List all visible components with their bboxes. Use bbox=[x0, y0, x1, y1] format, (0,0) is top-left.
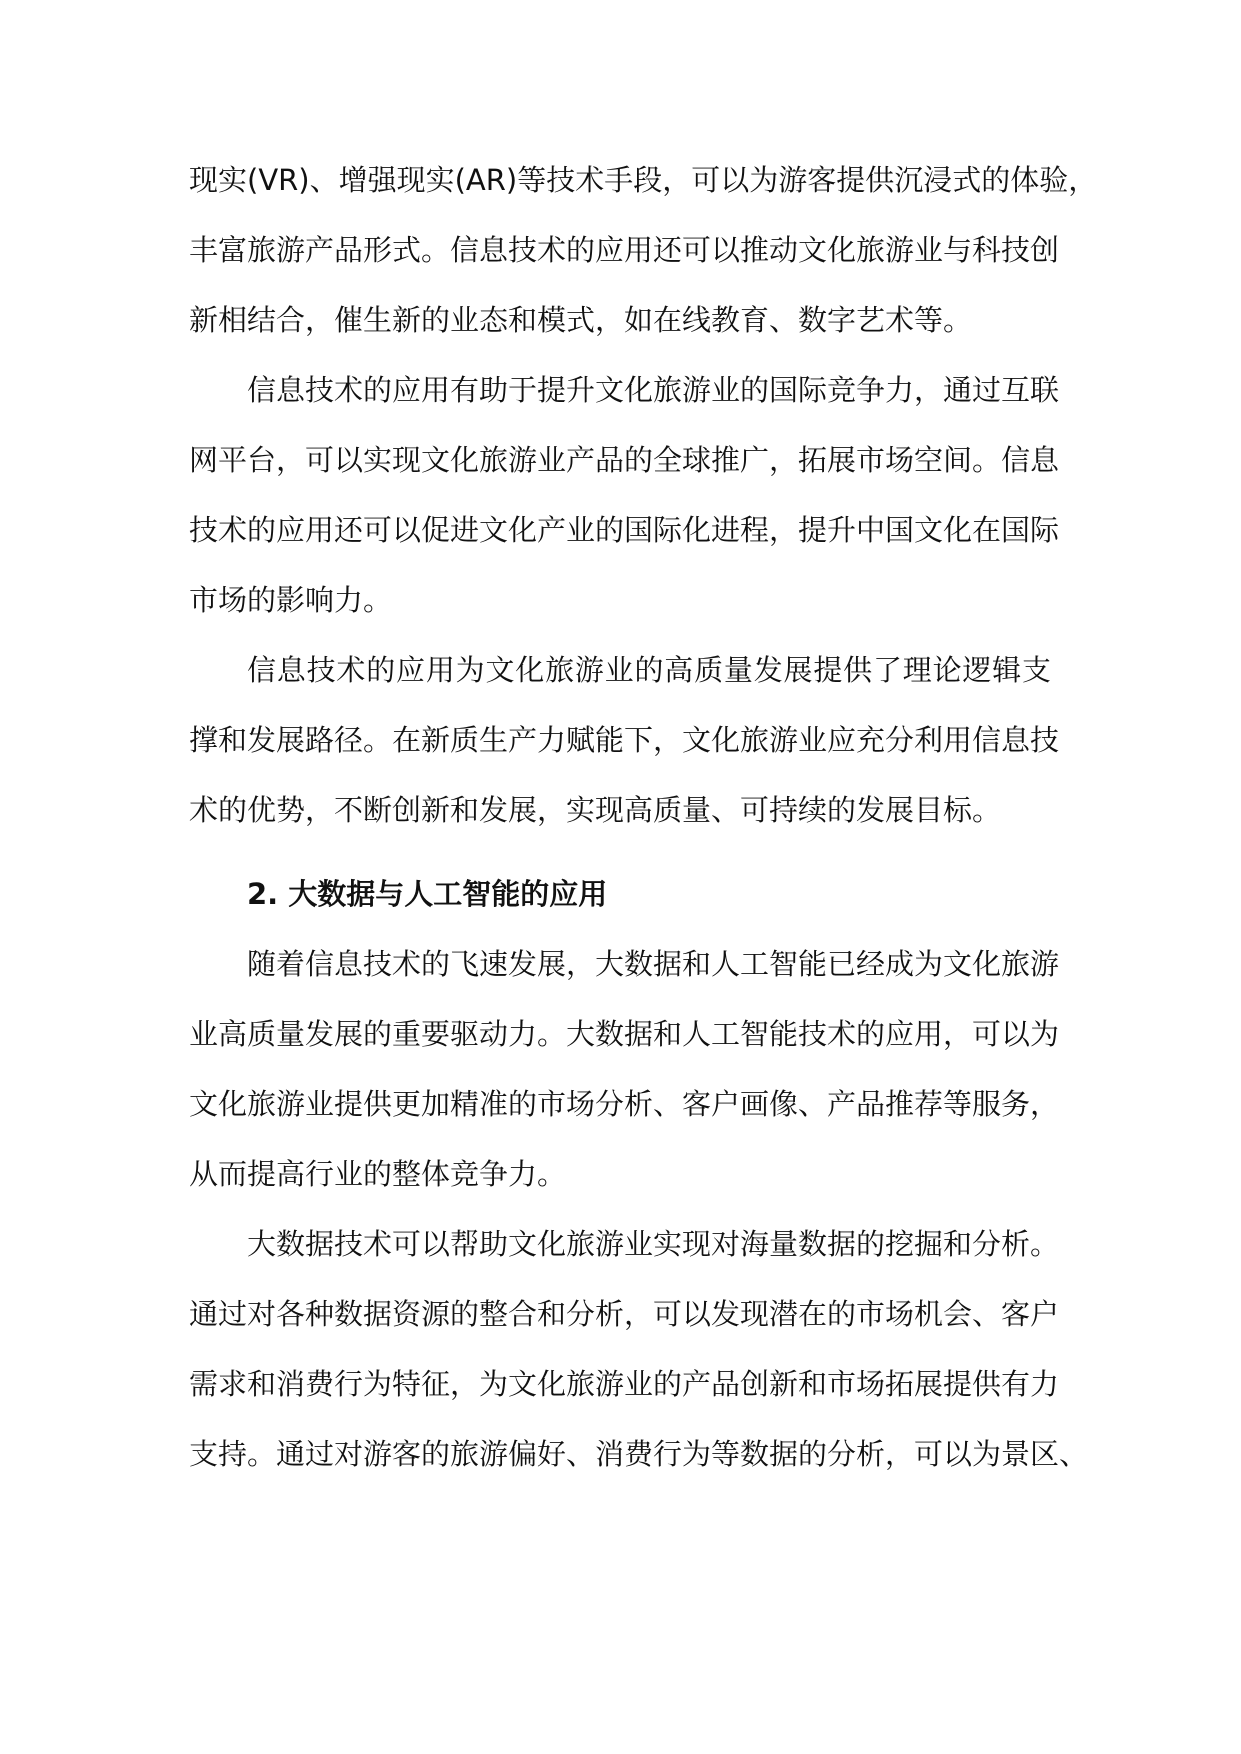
text-line: 撑和发展路径。在新质生产力赋能下，文化旅游业应充分利用信息技 bbox=[189, 723, 1060, 757]
paragraph bbox=[189, 145, 1098, 355]
text-line: 从而提高行业的整体竞争力。 bbox=[189, 1157, 567, 1191]
text-line: 市场的影响力。 bbox=[189, 583, 393, 617]
text-line: 随着信息技术的飞速发展，大数据和人工智能已经成为文化旅游 bbox=[247, 947, 1060, 981]
text-line: 信息技术的应用有助于提升文化旅游业的国际竞争力，通过互联 bbox=[247, 373, 1060, 407]
paragraph bbox=[189, 929, 1060, 1209]
text-line: 网平台，可以实现文化旅游业产品的全球推广，拓展市场空间。信息 bbox=[189, 443, 1060, 477]
document-body bbox=[189, 145, 1098, 1489]
spacer bbox=[189, 845, 1051, 859]
text-line: 业高质量发展的重要驱动力。大数据和人工智能技术的应用，可以为 bbox=[189, 1017, 1060, 1051]
paragraph bbox=[189, 635, 1060, 845]
text-line: 通过对各种数据资源的整合和分析，可以发现潜在的市场机会、客户 bbox=[189, 1297, 1060, 1331]
paragraph bbox=[189, 1209, 1089, 1489]
text-line: 丰富旅游产品形式。信息技术的应用还可以推动文化旅游业与科技创 bbox=[189, 233, 1060, 267]
section-heading: 2. 大数据与人工智能的应用 bbox=[247, 877, 608, 911]
text-line: 新相结合，催生新的业态和模式，如在线教育、数字艺术等。 bbox=[189, 303, 973, 337]
paragraph bbox=[189, 355, 1060, 635]
text-line: 术的优势，不断创新和发展，实现高质量、可持续的发展目标。 bbox=[189, 793, 1002, 827]
text-line: 大数据技术可以帮助文化旅游业实现对海量数据的挖掘和分析。 bbox=[247, 1227, 1060, 1261]
text-line: 现实(VR)、增强现实(AR)等技术手段，可以为游客提供沉浸式的体验， bbox=[189, 163, 1098, 197]
text-line: 技术的应用还可以促进文化产业的国际化进程，提升中国文化在国际 bbox=[189, 513, 1060, 547]
text-line: 需求和消费行为特征，为文化旅游业的产品创新和市场拓展提供有力 bbox=[189, 1367, 1060, 1401]
text-line: 支持。通过对游客的旅游偏好、消费行为等数据的分析，可以为景区、 bbox=[189, 1437, 1089, 1471]
text-line: 信息技术的应用为文化旅游业的高质量发展提供了理论逻辑支 bbox=[247, 653, 1051, 687]
text-line: 文化旅游业提供更加精准的市场分析、客户画像、产品推荐等服务， bbox=[189, 1087, 1060, 1121]
